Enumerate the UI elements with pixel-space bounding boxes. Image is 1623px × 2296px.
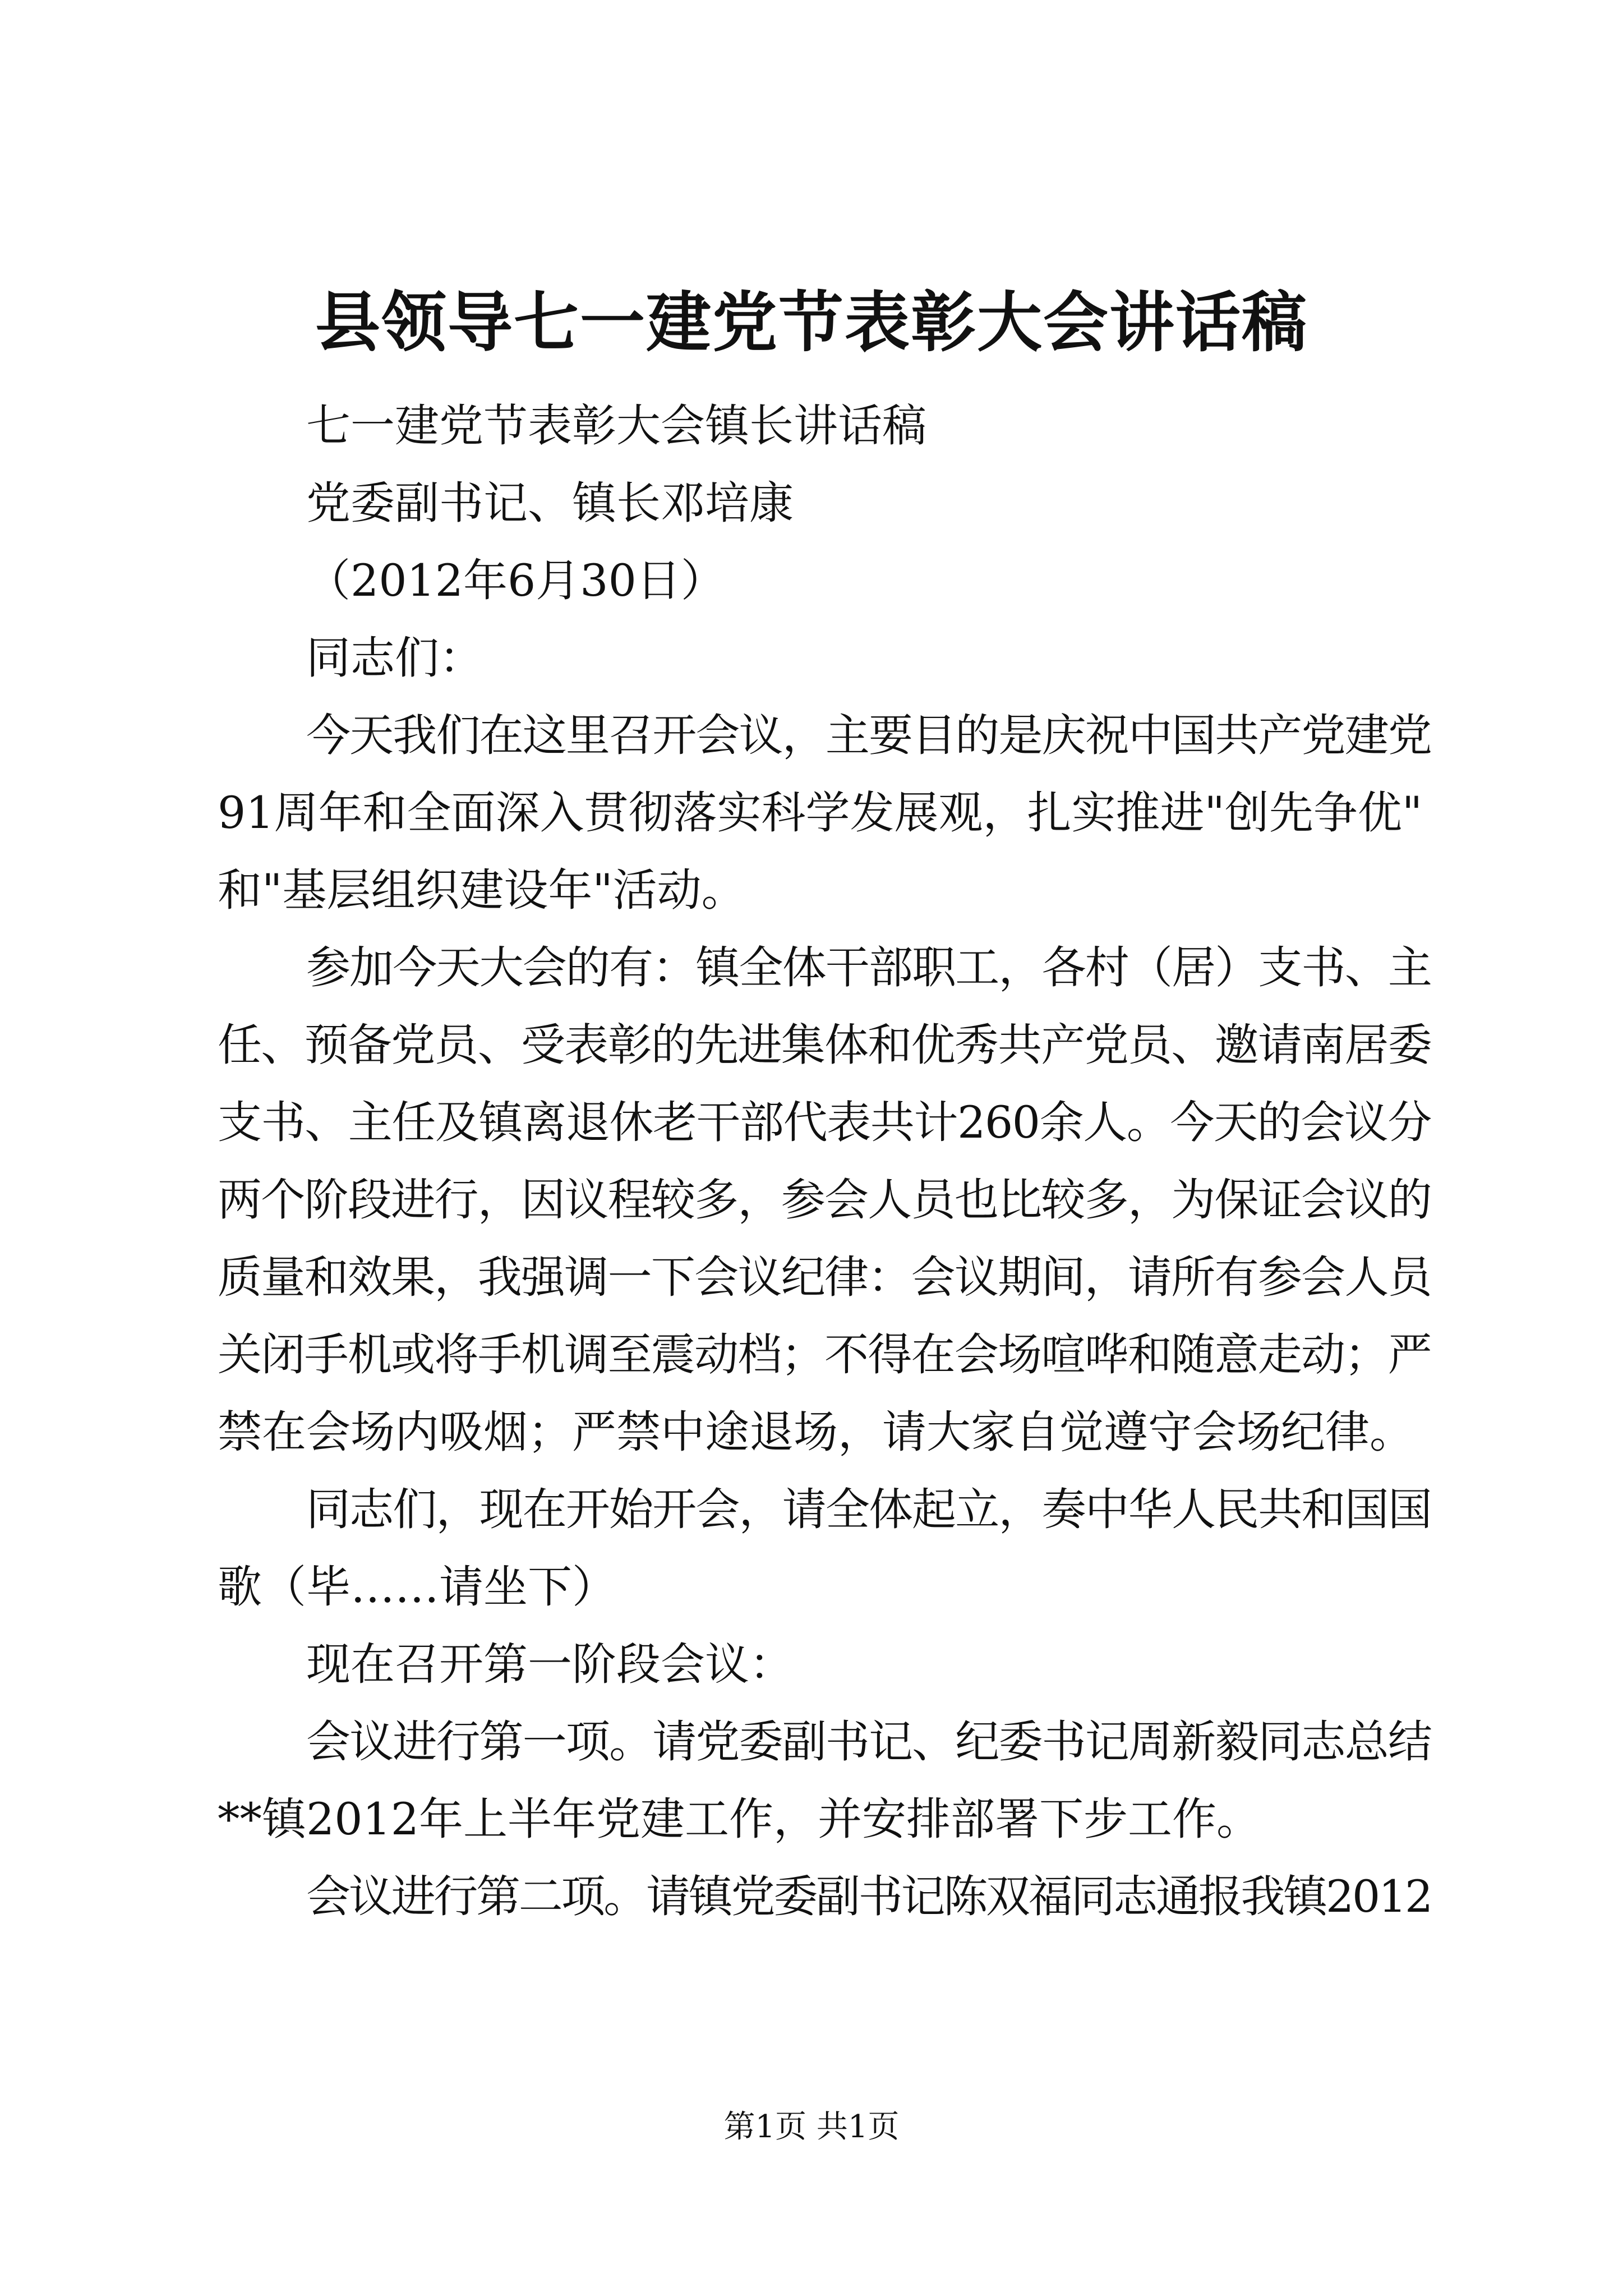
text-line: 任、预备党员、受表彰的先进集体和优秀共产党员、邀请南居委 (218, 1019, 1432, 1071)
text-line: 关闭手机或将手机调至震动档；不得在会场喧哗和随意走动；严 (218, 1329, 1432, 1381)
text-line: 七一建党节表彰大会镇长讲话稿 (306, 400, 926, 452)
text-line: （2012年6月30日） (306, 555, 725, 606)
text-line: 和"基层组织建设年"活动。 (218, 864, 746, 916)
text-line: 现在召开第一阶段会议： (306, 1639, 794, 1690)
page-footer: 第1页 共1页 (723, 2109, 900, 2145)
text-line: 参加今天大会的有：镇全体干部职工，各村（居）支书、主 (306, 942, 1432, 993)
text-line: 91周年和全面深入贯彻落实科学发展观，扎实推进"创先争优" (218, 787, 1423, 839)
text-line: 同志们： (306, 632, 483, 684)
text-line: **镇2012年上半年党建工作，并安排部署下步工作。 (218, 1793, 1261, 1845)
text-line: 禁在会场内吸烟；严禁中途退场，请大家自觉遵守会场纪律。 (218, 1406, 1414, 1458)
text-line: 党委副书记、镇长邓培康 (306, 477, 794, 529)
text-line: 歌（毕……请坐下） (218, 1561, 616, 1613)
text-line: 会议进行第一项。请党委副书记、纪委书记周新毅同志总结 (306, 1716, 1432, 1768)
text-line: 同志们，现在开始开会，请全体起立，奏中华人民共和国国 (306, 1484, 1432, 1535)
text-line: 两个阶段进行，因议程较多，参会人员也比较多，为保证会议的 (218, 1174, 1432, 1226)
text-line: 今天我们在这里召开会议，主要目的是庆祝中国共产党建党 (306, 710, 1432, 761)
text-line: 质量和效果，我强调一下会议纪律：会议期间，请所有参会人员 (218, 1251, 1432, 1303)
document-title: 县领导七一建党节表彰大会讲话稿 (315, 284, 1308, 361)
document-body (218, 387, 1431, 1935)
text-line: 支书、主任及镇离退休老干部代表共计260余人。今天的会议分 (218, 1097, 1431, 1148)
text-line: 会议进行第二项。请镇党委副书记陈双福同志通报我镇2012 (306, 1871, 1431, 1922)
